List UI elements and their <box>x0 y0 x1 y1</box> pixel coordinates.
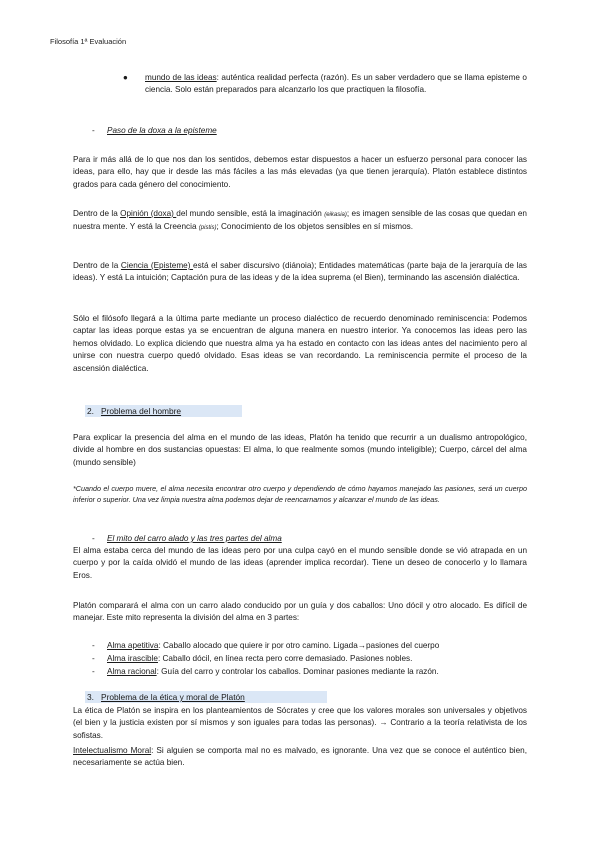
paragraph-esfuerzo: Para ir más allá de lo que nos dan los sentidos, debemos estar dispuestos a hacer un esfuerzo personal para conocer las ideas, para ello, hay que ir desde las más fáciles a las más elevadas (ya que tienen jerarquía). Platón establece distintos grados para cada género del conocimiento. <box>73 155 527 189</box>
paragraph-carro-alado: Platón comparará el alma con un carro alado conducido por un guía y dos caballos: Uno dócil y otro alocado. Es difícil de manejar. Este mito representa la división del alma en 3 partes: <box>73 601 527 623</box>
heading-doxa-episteme: Paso de la doxa a la episteme <box>107 126 217 135</box>
section-heading-hombre: 2. Problema del hombre <box>85 405 242 417</box>
heading-mito-carro: El mito del carro alado y las tres partes del alma <box>107 534 282 543</box>
term-mundo-ideas: mundo de las ideas <box>145 73 217 82</box>
dash-icon: - <box>92 641 95 650</box>
bullet-mundo-ideas: mundo de las ideas: auténtica realidad perfecta (razón). Es un saber verdadero que se llama episteme o ciencia. Solo están preparados para alcanzarlo los que practiquen la filosofía. <box>145 73 527 95</box>
paragraph-dualismo: Para explicar la presencia del alma en el mundo de las ideas, Platón ha tenido que recurrir a un dualismo antropológico, divide al hombre en dos sustancias opuestas: El alma, lo que realmente somos (mundo inteligible); Cuerpo, cárcel del alma (mundo sensible) <box>73 433 527 467</box>
paragraph-alma-caida: El alma estaba cerca del mundo de las ideas pero por una culpa cayó en el mundo sensible donde se vió atrapada en un cuerpo y por la caída olvidó el mundo de las ideas (aprender implica recordar). Tiene un deseo de conocerlo y lo llamara Eros. <box>73 546 527 580</box>
paragraph-etica-platon: La ética de Platón se inspira en los planteamientos de Sócrates y cree que los valores morales son universales y objetivos (el bien y la justicia existen por sí mismos y son iguales para todas las personas). → Contrario a la teoría relativista de los sofistas. <box>73 706 527 740</box>
term-intelectualismo: Intelectualismo Moral <box>73 746 152 755</box>
section-heading-etica: 3. Problema de la ética y moral de Platón <box>85 691 327 703</box>
dash-icon: - <box>92 654 95 663</box>
paragraph-opinion: Dentro de la Opinión (doxa) del mundo sensible, está la imaginación (eikasia); es imagen sensible de las cosas que quedan en nuestra mente. Y está la Creencia (pistis); Conocimiento de los objetos sensibles en sí mismos. <box>73 209 527 232</box>
dash-icon: - <box>92 667 95 676</box>
list-item-apetitiva: Alma apetitiva: Caballo alocado que quiere ir por otro camino. Ligada→pasiones del cuerpo <box>107 641 440 650</box>
term-opinion: Opinión (doxa) <box>120 209 177 218</box>
term-ciencia: Ciencia (Episteme) <box>120 261 194 270</box>
dash-icon: - <box>92 534 95 543</box>
bullet-icon: ● <box>123 73 128 82</box>
paragraph-reminiscencia: Sólo el filósofo llegará a la última parte mediante un proceso dialéctico de recuerdo denominado reminiscencia: Podemos captar las ideas porque estas ya se encuentran de alguna manera en nuestro interior. Ya conocemos las ideas pero las hemos olvidado. Lo explica diciendo que nuestra alma ya ha estado en contacto con las ideas antes del nacimiento pero al unirse con nuestra cuerpo quedó olvidado. Esas ideas se van recordando. La reminiscencia permite el proceso de la ascensión dialéctica. <box>73 314 527 373</box>
page-header: Filosofía 1ª Evaluación <box>50 37 127 46</box>
paragraph-ciencia: Dentro de la Ciencia (Episteme) está el saber discursivo (diánoia); Entidades matemáticas (parte baja de la jerarquía de las ideas). Y está La intuición; Captación pura de las ideas y de la idea suprema (el Bien), terminando las ascensión dialéctica. <box>73 261 527 283</box>
dash-icon: - <box>92 126 95 135</box>
note-reencarnacion: *Cuando el cuerpo muere, el alma necesita encontrar otro cuerpo y dependiendo de cómo hayamos manejado las pasiones, será un cuerpo inferior o superior. Una vez limpia nuestra alma podemos dejar de reencarnarnos y alcanzar el mundo de las ideas. <box>73 484 527 505</box>
list-item-racional: Alma racional: Guía del carro y controlar los caballos. Dominar pasiones mediante la razón. <box>107 667 439 676</box>
paragraph-intelectualismo: Intelectualismo Moral: Si alguien se comporta mal no es malvado, es ignorante. Una vez que se conoce el auténtico bien, necesariamente se actúa bien. <box>73 746 527 768</box>
list-item-irascible: Alma irascible: Caballo dócil, en línea recta pero corre demasiado. Pasiones nobles. <box>107 654 413 663</box>
